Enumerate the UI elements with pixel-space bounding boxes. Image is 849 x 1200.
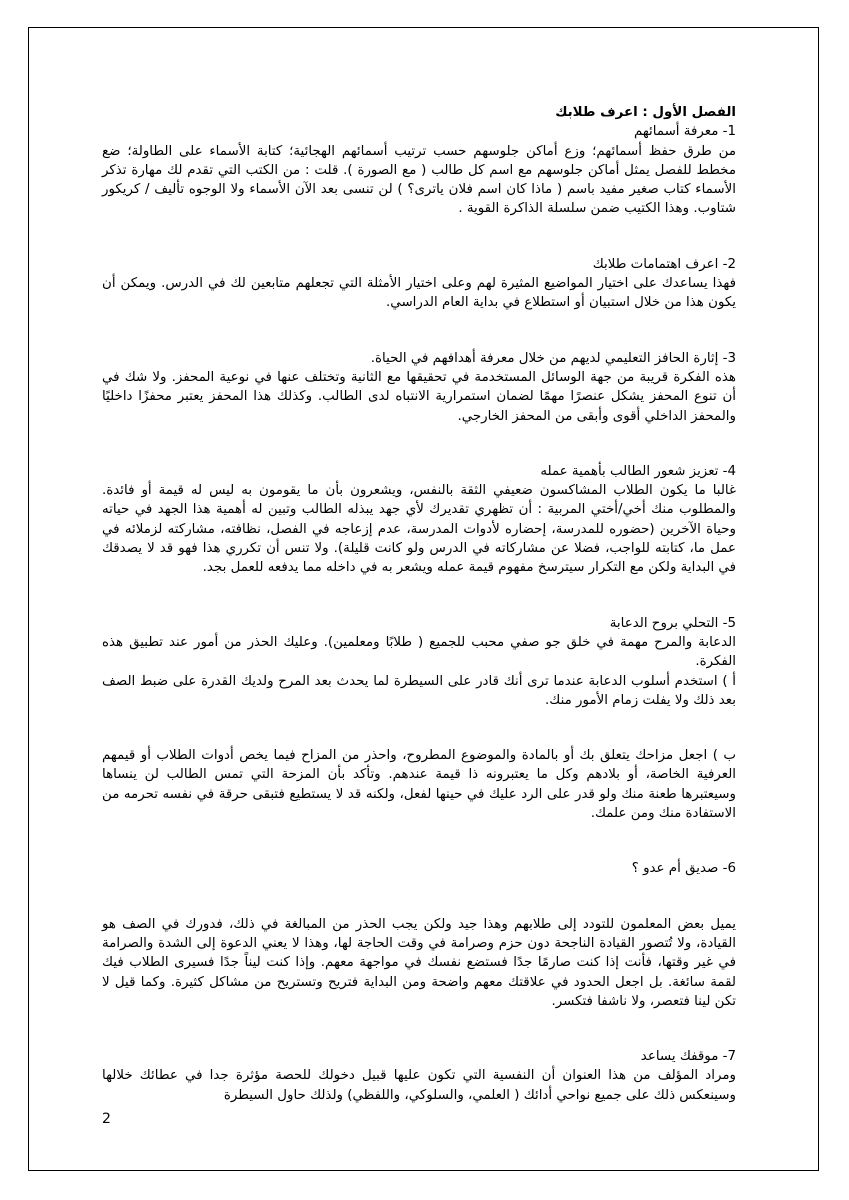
spacer bbox=[102, 898, 736, 915]
section-paragraph: أ ) استخدم أسلوب الدعابة عندما ترى أنك قادر على السيطرة لما يحدث بعد المرح ولديك القدرة على ضبط الصف بعد ذلك ولا يفلت زمام الأمور منك. bbox=[102, 673, 736, 708]
spacer bbox=[102, 238, 736, 255]
section-5 bbox=[102, 614, 736, 824]
section-paragraph: ومراد المؤلف من هذا العنوان أن النفسية التي تكون عليها قبيل دخولك للحصة مؤثرة جدا في عطائك خلالها وسينعكس ذلك على جميع نواحي أدائك ( العلمي، والسلوكي، واللفظي) ولذلك حاول السيطرة bbox=[102, 1068, 736, 1103]
spacer bbox=[102, 1011, 736, 1030]
chapter-title: الفصل الأول : اعرف طلابك bbox=[555, 105, 736, 120]
spacer bbox=[102, 426, 736, 445]
section-title: 4- تعزيز شعور الطالب بأهمية عمله bbox=[540, 463, 736, 479]
section-6 bbox=[102, 859, 736, 1011]
spacer bbox=[102, 219, 736, 238]
spacer bbox=[102, 823, 736, 842]
section-paragraph: يميل بعض المعلمون للتودد إلى طلابهم وهذا جيد ولكن يجب الحذر من المبالغة في ذلك، فدورك في الصف هو القيادة، ولا تُتصور القيادة الناجحة دون حزم وصرامة في وقت الحاجة لها، وهذا لا يعني الدعوة إلى الشدة والصرامة في غير وقتها، فأنت إذا كنت صارمًا جدًا فستضع نفسك في مواجهة معهم. وإذا كنت ليناً جدًا فسيرى الطلاب فيك لقمة سائغة. بل اجعل الحدود في علاقتك معهم واضحة ومن البداية فتريح وتستريح من مشاكل كثيرة. وكما قيل لا تكن لينا فتعصر، ولا ناشفا فتكسر. bbox=[102, 916, 736, 1009]
spacer bbox=[102, 332, 736, 349]
spacer bbox=[102, 313, 736, 332]
section-title: 3- إثارة الحافز التعليمي لديهم من خلال معرفة أهدافهم في الحياة. bbox=[370, 350, 736, 366]
section-1 bbox=[102, 122, 736, 218]
section-paragraph: فهذا يساعدك على اختيار المواضيع المثيرة لهم وعلى اختيار الأمثلة التي تجعلهم متابعين لك في الدرس. ويمكن أن يكون هذا من خلال استبيان أو استطلاع في بداية العام الدراسي. bbox=[102, 276, 736, 311]
spacer bbox=[102, 842, 736, 859]
section-paragraph: الدعابة والمرح مهمة في خلق جو صفي محبب للجميع ( طلابًا ومعلمين). وعليك الحذر من أمور عند تطبيق هذه الفكرة. bbox=[102, 634, 736, 670]
section-2 bbox=[102, 255, 736, 313]
spacer bbox=[102, 879, 736, 898]
section-paragraph: من طرق حفظ أسمائهم؛ وزع أماكن جلوسهم حسب ترتيب أسمائهم الهجائية؛ كتابة الأسماء على الطاولة؛ ضع مخطط للفصل يمثل أماكن جلوسهم مع اسم كل طالب ( مع الصورة ). قلت : من الكتب التي تقدم لك مهارة تذكر الأسماء كتاب صغير مفيد باسم ( ماذا كان اسم فلان ياترى؟ ) لن تنسى بعد الآن الأسماء ولا الوجوه تأليف / كريكور شتاوب. وهذا الكتيب ضمن سلسلة الذاكرة القوية . bbox=[102, 143, 736, 217]
section-4 bbox=[102, 462, 736, 578]
section-3 bbox=[102, 349, 736, 426]
page-number: 2 bbox=[102, 1111, 111, 1127]
section-title: 2- اعرف اهتمامات طلابك bbox=[592, 256, 736, 272]
spacer bbox=[102, 445, 736, 462]
spacer bbox=[102, 1030, 736, 1047]
section-paragraph: هذه الفكرة قريبة من جهة الوسائل المستخدمة في تحقيقها مع الثانية وتختلف عنها في نوعية المحفز. ولا شك في أن تنوع المحفز يشكل عنصرًا مهمًا لضمان استمرارية الانتباه لدى الطالب. وكذلك هذا المحفز يعتبر محفزًا داخليًا والمحفز الداخلي أقوى وأبقى من المحفز الخارجي. bbox=[102, 369, 736, 424]
section-paragraph: ب ) اجعل مزاحك يتعلق بك أو بالمادة والموضوع المطروح، واحذر من المزاح فيما يخص أدوات الطلاب أو قيمهم العرفية الخاصة، أو بلادهم وكل ما يعتبرونه ذا قيمة عندهم. وتأكد بأن المزحة التي تمس الطالب لن ينساها وسيعتبرها طعنة منك ولو قدر على الرد عليك في حينها لفعل، ولكنه قد لا يستطيع فتبقى حرقة في نفسه تحرمه من الاستفادة منك ومن علمك. bbox=[102, 748, 736, 822]
spacer bbox=[102, 729, 736, 746]
spacer bbox=[102, 578, 736, 597]
page-content bbox=[102, 103, 736, 1105]
section-title: 1- معرفة أسمائهم bbox=[633, 124, 736, 140]
spacer bbox=[102, 597, 736, 614]
section-title: 6- صديق أم عدو ؟ bbox=[631, 861, 736, 877]
section-title: 5- التحلي بروح الدعابة bbox=[609, 615, 736, 631]
spacer bbox=[102, 710, 736, 729]
section-paragraph: غالبا ما يكون الطلاب المشاكسون ضعيفي الثقة بالنفس، ويشعرون بأن ما يقومون به ليس له قيمة أو فائدة. والمطلوب منك أخي/أختي المربية : أن تظهري تقديرك لأي جهد يبذله الطالب وتبين له أهمية هذا الجهد في حياته وحياة الآخرين (حضوره للمدرسة، إحضاره لأدوات المدرسة، عدم إزعاجه في الفصل، نظافته، مشاركته لزملائه في عمل ما، كتابته للواجب، فضلا عن مشاركاته في الدرس ولو كانت قليلة). ولا تنس أن تكرري هذا فهو قد لا يصدقك في البداية ولكن مع التكرار سيترسخ مفهوم قيمة عمله ويشعر به في داخله مما يدفعه للعمل بجد. bbox=[102, 483, 736, 576]
section-7 bbox=[102, 1047, 736, 1105]
section-title: 7- موقفك يساعد bbox=[640, 1049, 736, 1065]
